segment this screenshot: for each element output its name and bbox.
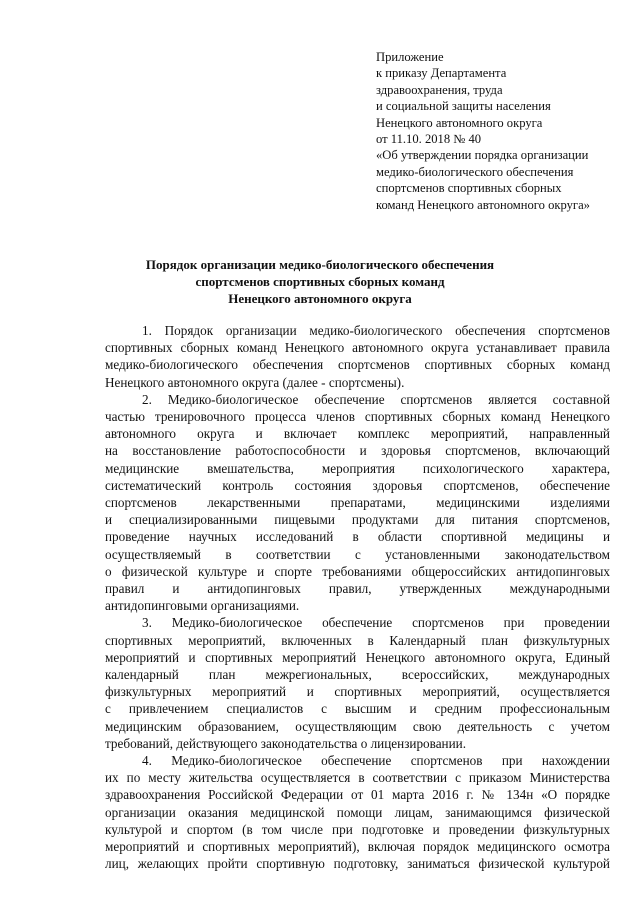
- text-line: мероприятий и спортивных мероприятий Ненецкого автономного округа, Единый: [105, 649, 610, 665]
- appendix-line: «Об утверждении порядка организации: [376, 148, 589, 163]
- text-line: правил и антидопинговых правил, утвержденных международными: [105, 581, 610, 597]
- text-line: 4. Медико-биологическое обеспечение спортсменов при нахождении: [142, 753, 610, 769]
- text-line: 2. Медико-биологическое обеспечение спортсменов является составной: [142, 391, 610, 407]
- text-line: требований, действующего законодательства о лицензировании.: [105, 735, 467, 751]
- appendix-line: медико-биологического обеспечения: [376, 164, 574, 179]
- text-line: культурой и спортом (в том числе при подготовке и проведении физкультурных: [105, 821, 610, 837]
- text-line: антидопинговыми организациями.: [105, 598, 300, 614]
- document-body: [105, 322, 610, 873]
- title-line: спортсменов спортивных сборных команд: [195, 274, 445, 289]
- title-line: Порядок организации медико-биологического обеспечения: [145, 257, 495, 272]
- appendix-line: спортсменов спортивных сборных: [376, 181, 562, 196]
- text-line: физкультурных мероприятий и спортивных мероприятий, осуществляется: [105, 684, 610, 700]
- text-line: спортивных сборных команд Ненецкого автономного округа устанавливает правила: [105, 340, 610, 356]
- text-line: проведение научных исследований в области спортивной медицины и: [105, 529, 610, 545]
- text-line: автономного округа и включает комплекс мероприятий, направленный: [105, 426, 610, 442]
- paragraph-3: [105, 614, 610, 752]
- text-line: медицинские вмешательства, мероприятия психологического характера,: [105, 460, 610, 476]
- paragraph-2: [105, 391, 610, 615]
- appendix-line: от 11.10. 2018 № 40: [376, 132, 482, 147]
- title-line: Ненецкого автономного округа: [228, 291, 412, 306]
- text-line: спортсменов лекарственными препаратами, медицинскими изделиями: [105, 495, 610, 511]
- text-line: и специализированными пищевыми продуктами для питания спортсменов,: [105, 512, 610, 528]
- text-line: осуществляемый в соответствии с установленными законодательством: [105, 546, 610, 562]
- text-line: Ненецкого автономного округа (далее - спортсмены).: [105, 374, 405, 390]
- text-line: 3. Медико-биологическое обеспечение спортсменов при проведении: [142, 615, 610, 631]
- text-line: лиц, желающих пройти спортивную подготовку, заниматься физической культурой: [105, 856, 610, 872]
- paragraph-1: [105, 322, 610, 391]
- text-line: медико-биологического обеспечения спортсменов спортивных сборных команд: [105, 357, 610, 373]
- paragraph-4: [105, 752, 610, 872]
- text-line: календарный план межрегиональных, всероссийских, международных: [105, 667, 610, 683]
- text-line: медицинским образованием, осуществляющим свою деятельность с учетом: [105, 718, 610, 734]
- text-line: 1. Порядок организации медико-биологического обеспечения спортсменов: [142, 323, 610, 338]
- text-line: здравоохранения Российской Федерации от 01 марта 2016 г. № 134н «О порядке: [105, 787, 610, 803]
- text-line: о физической культуре и спорте требованиями общероссийских антидопинговых: [105, 563, 610, 579]
- appendix-line: Приложение: [376, 50, 444, 64]
- text-line: организации оказания медицинской помощи лицам, занимающимся физической: [105, 804, 610, 820]
- text-line: спортивных мероприятий, включенных в Календарный план физкультурных: [105, 632, 610, 648]
- appendix-line: здравоохранения, труда: [376, 82, 503, 97]
- text-line: на восстановление работоспособности и здоровья спортсменов, включающий: [105, 443, 610, 459]
- text-line: частью тренировочного процесса членов спортивных сборных команд Ненецкого: [105, 409, 610, 425]
- text-line: их по месту жительства осуществляется в соответствии с приказом Министерства: [105, 770, 610, 786]
- appendix-line: и социальной защиты населения: [376, 99, 551, 114]
- appendix-line: Ненецкого автономного округа: [376, 115, 543, 130]
- text-line: систематический контроль состояния здоровья спортсменов, обеспечение: [105, 477, 610, 493]
- appendix-line: к приказу Департамента: [376, 66, 507, 81]
- document-title: [110, 256, 530, 307]
- text-line: мероприятий и спортивных мероприятий), включая порядок медицинского осмотра: [105, 839, 610, 855]
- appendix-header: [376, 49, 626, 213]
- text-line: с привлечением специалистов с высшим и средним профессиональным: [105, 701, 610, 717]
- appendix-line: команд Ненецкого автономного округа»: [376, 197, 590, 212]
